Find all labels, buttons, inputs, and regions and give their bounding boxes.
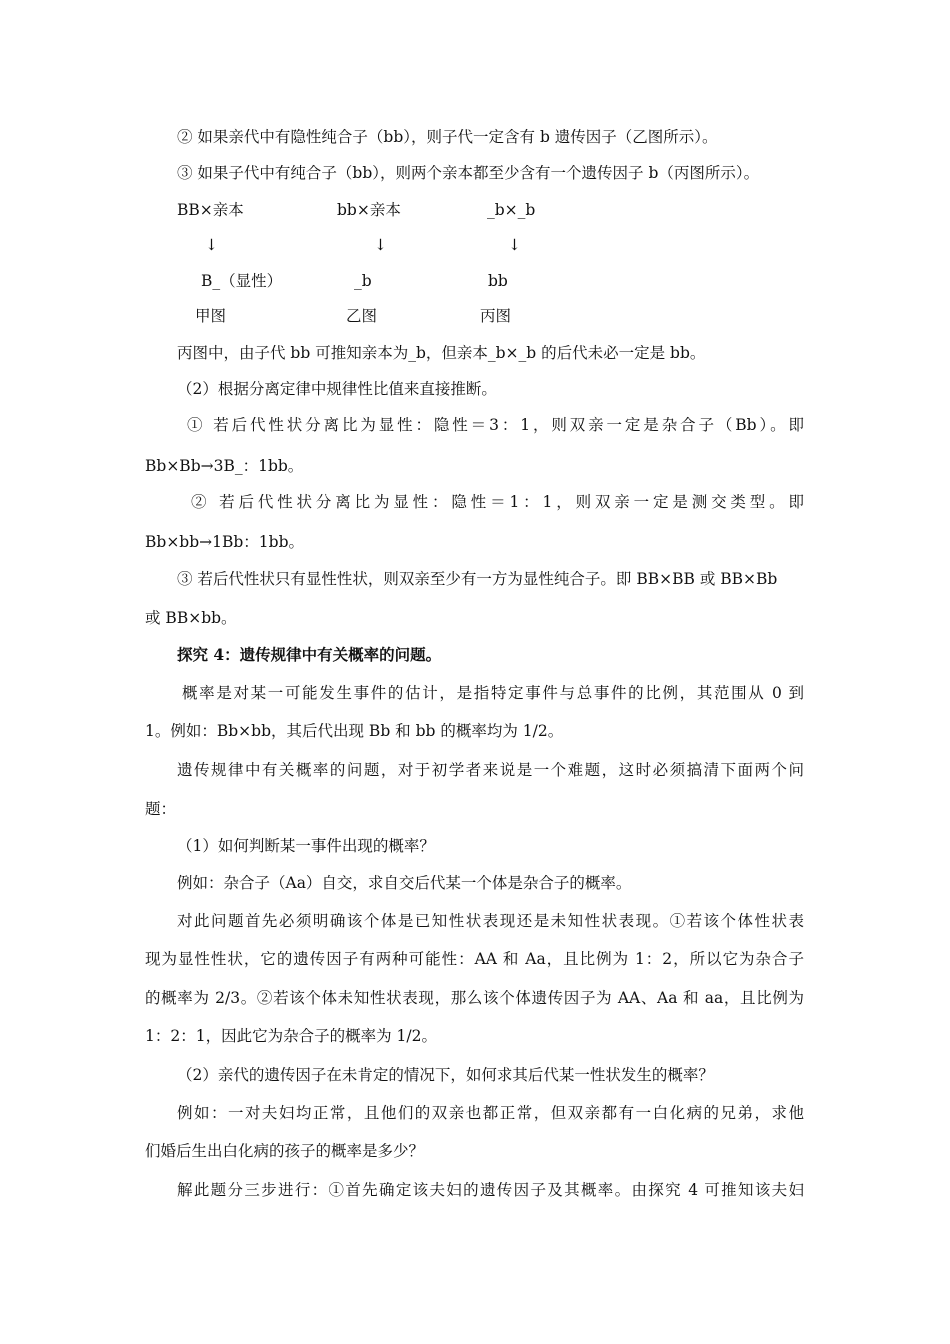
paragraph-example-1: 例如：杂合子（Aa）自交，求自交后代某一个体是杂合子的概率。 [177, 874, 632, 892]
paragraph-solution-steps: 解此题分三步进行：①首先确定该夫妇的遗传因子及其概率。由探究 4 可推知该夫妇 [177, 1181, 804, 1199]
paragraph-recessive-parent: ② 如果亲代中有隐性纯合子（bb），则子代一定含有 b 遗传因子（乙图所示）。 [177, 128, 718, 146]
paragraph-question-2: （2）亲代的遗传因子在未肯定的情况下，如何求其后代某一性状发生的概率？ [177, 1066, 714, 1084]
paragraph-analysis-line-3: 的概率为 2/3。②若该个体未知性状表现，那么该个体遗传因子为 AA、Aa 和 aa，且比例为 [145, 989, 804, 1007]
diagram-c-offspring: bb [488, 272, 508, 290]
diagram-a-offspring: B_（显性） [201, 272, 283, 290]
paragraph-example-2-cont: 们婚后生出白化病的孩子的概率是多少？ [145, 1142, 425, 1160]
paragraph-analysis-line-4: 1：2：1，因此它为杂合子的概率为 1/2。 [145, 1027, 437, 1045]
paragraph-probability-definition-cont: 1。例如：Bb×bb，其后代出现 Bb 和 bb 的概率均为 1/2。 [145, 722, 564, 740]
paragraph-probability-problem-cont: 题： [145, 800, 177, 818]
paragraph-homozygous-offspring: ③ 如果子代中有纯合子（bb），则两个亲本都至少含有一个遗传因子 b（丙图所示）。 [177, 164, 760, 182]
paragraph-ratio-1-1-cont: Bb×bb→1Bb：1bb。 [145, 533, 305, 551]
paragraph-diagram-c-note: 丙图中，由子代 bb 可推知亲本为_b，但亲本_b×_b 的后代未必一定是 bb。 [177, 344, 706, 362]
paragraph-question-1: （1）如何判断某一事件出现的概率？ [177, 837, 435, 855]
diagram-b-arrow-icon: ↓ [374, 236, 387, 254]
diagram-a-caption: 甲图 [195, 307, 227, 325]
paragraph-example-2: 例如：一对夫妇均正常，且他们的双亲也都正常，但双亲都有一白化病的兄弟，求他 [177, 1104, 804, 1122]
diagram-b-cross: bb×亲本 [337, 201, 401, 219]
paragraph-dominant-only-cont: 或 BB×bb。 [145, 609, 237, 627]
paragraph-dominant-only: ③ 若后代性状只有显性性状，则双亲至少有一方为显性纯合子。即 BB×BB 或 BB×Bb [177, 570, 778, 588]
paragraph-ratio-3-1: ① 若后代性状分离比为显性：隐性＝3：1，则双亲一定是杂合子（Bb）。即 [187, 416, 804, 434]
diagram-a-cross: BB×亲本 [177, 201, 244, 219]
diagram-b-offspring: _b [354, 272, 372, 290]
diagram-c-arrow-icon: ↓ [508, 236, 521, 254]
paragraph-ratio-inference: （2）根据分离定律中规律性比值来直接推断。 [177, 380, 497, 398]
paragraph-analysis-line-1: 对此问题首先必须明确该个体是已知性状表现还是未知性状表现。①若该个体性状表 [177, 912, 804, 930]
paragraph-probability-definition: 概率是对某一可能发生事件的估计，是指特定事件与总事件的比例，其范围从 0 到 [182, 684, 804, 702]
section-heading-probability: 探究 4：遗传规律中有关概率的问题。 [177, 645, 442, 664]
diagram-b-caption: 乙图 [346, 307, 378, 325]
paragraph-probability-problem: 遗传规律中有关概率的问题，对于初学者来说是一个难题，这时必须搞清下面两个问 [177, 761, 804, 779]
paragraph-ratio-3-1-cont: Bb×Bb→3B_：1bb。 [145, 457, 304, 475]
diagram-a-arrow-icon: ↓ [205, 236, 218, 254]
paragraph-ratio-1-1: ② 若后代性状分离比为显性：隐性＝1：1，则双亲一定是测交类型。即 [191, 493, 804, 511]
paragraph-analysis-line-2: 现为显性性状，它的遗传因子有两种可能性：AA 和 Aa，且比例为 1：2，所以它为杂合子 [145, 950, 804, 968]
diagram-c-cross: _b×_b [487, 201, 536, 219]
diagram-c-caption: 丙图 [480, 307, 512, 325]
